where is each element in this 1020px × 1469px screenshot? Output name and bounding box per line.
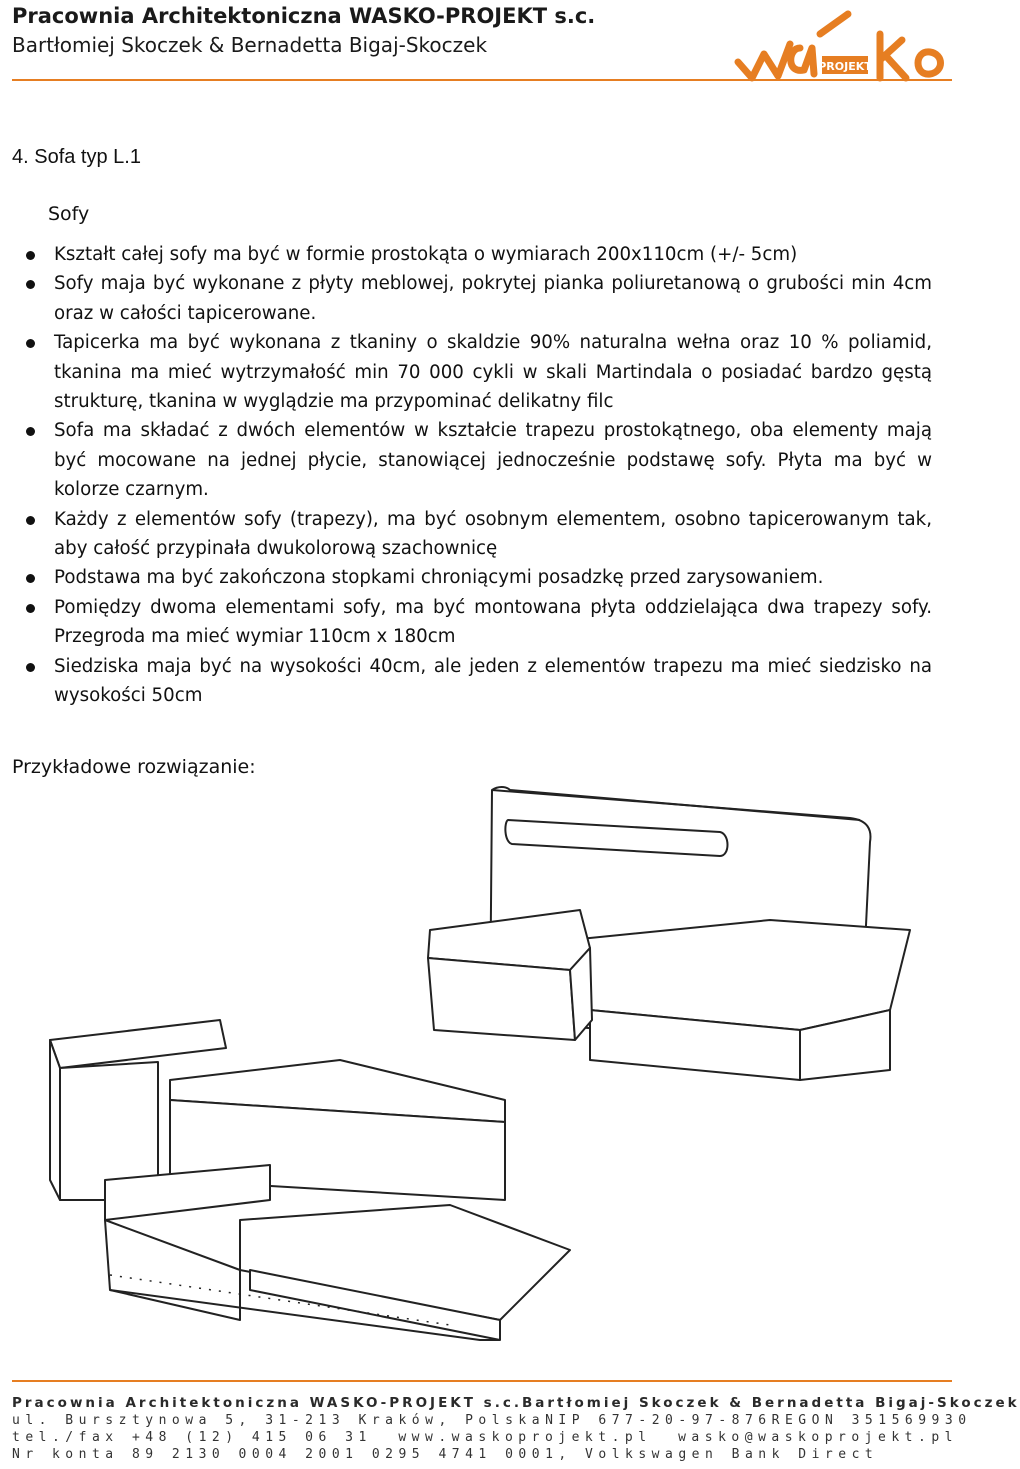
wasko-logo [730,4,955,84]
footer-divider [12,1380,952,1382]
footer-row-1 [12,1395,1020,1411]
bullet-icon [26,604,35,613]
requirements-list [12,240,932,711]
footer-email[interactable]: wasko@waskoprojekt.pl [678,1430,958,1445]
list-item: Siedziska maja być na wysokości 40cm, ale jeden z elementów trapezu ma mieć siedzisko na wysokości 50cm [12,652,932,711]
bullet-icon [26,427,35,436]
sofa-drawing [30,780,930,1350]
footer-regon: REGON 351569930 [771,1413,972,1428]
footer-bank-account: Nr konta 89 2130 0004 2001 0295 4741 0001, Volkswagen Bank Direct [12,1447,879,1462]
list-item: Każdy z elementów sofy (trapezy), ma być osobnym elementem, osobno tapicerowanym tak, aby całość przypinała dwukolorową szachownicę [12,505,932,564]
footer-company: Pracownia Architektoniczna WASKO-PROJEKT s.c. [12,1395,522,1411]
lower-seat-left [50,1020,226,1068]
footer-row-3 [12,1430,958,1445]
footer-nip: NIP 677-20-97-876 [545,1413,772,1428]
footer-address: ul. Bursztynowa 5, 31-213 Kraków, Polska [12,1413,546,1428]
bullet-icon [26,574,35,583]
footer-website[interactable]: www.waskoprojekt.pl [398,1430,652,1445]
list-item: Podstawa ma być zakończona stopkami chroniącymi posadzkę przed zarysowaniem. [12,563,932,592]
list-item: Sofy maja być wykonane z płyty meblowej, pokrytej pianka poliuretanową o grubości min 4cm oraz w całości tapicerowane. [12,269,932,328]
header-divider [12,79,952,81]
section-subtitle: Sofy [48,203,90,225]
footer-owners: Bartłomiej Skoczek & Bernadetta Bigaj-Skoczek [521,1395,1020,1411]
list-item: Sofa ma składać z dwóch elementów w kształcie trapezu prostokątnego, oba elementy mają być mocowane na jednej płycie, stanowiącej jednocześnie podstawę sofy. Płyta ma być w kolorze czarnym. [12,416,932,504]
section-title: 4. Sofa typ L.1 [12,146,141,168]
example-label: Przykładowe rozwiązanie: [12,756,256,778]
company-name: Pracownia Architektoniczna WASKO-PROJEKT s.c. [12,4,596,28]
list-item: Pomiędzy dwoma elementami sofy, ma być montowana płyta oddzielająca dwa trapezy sofy. Przegroda ma mieć wymiar 110cm x 180cm [12,593,932,652]
footer-row-4 [12,1447,958,1462]
bullet-icon [26,280,35,289]
list-item: Tapicerka ma być wykonana z tkaniny o skaldzie 90% naturalna wełna oraz 10 % poliamid, tkanina ma mieć wytrzymałość min 70 000 cykli w skali Martindala o posiadać bardzo gęstą strukturę, tkanina w wyglądzie ma przypominać delikatny filc [12,328,932,416]
bullet-icon [26,663,35,672]
list-item: Kształt całej sofy ma być w formie prostokąta o wymiarach 200x110cm (+/- 5cm) [12,240,932,269]
logo-badge-text: PROJEKT [818,60,872,73]
owners-name: Bartłomiej Skoczek & Bernadetta Bigaj-Skoczek [12,33,488,57]
bullet-icon [26,516,35,525]
footer-phone: tel./fax +48 (12) 415 06 31 [12,1430,372,1445]
bullet-icon [26,339,35,348]
bullet-icon [26,251,35,260]
footer-row-2 [12,1413,972,1428]
